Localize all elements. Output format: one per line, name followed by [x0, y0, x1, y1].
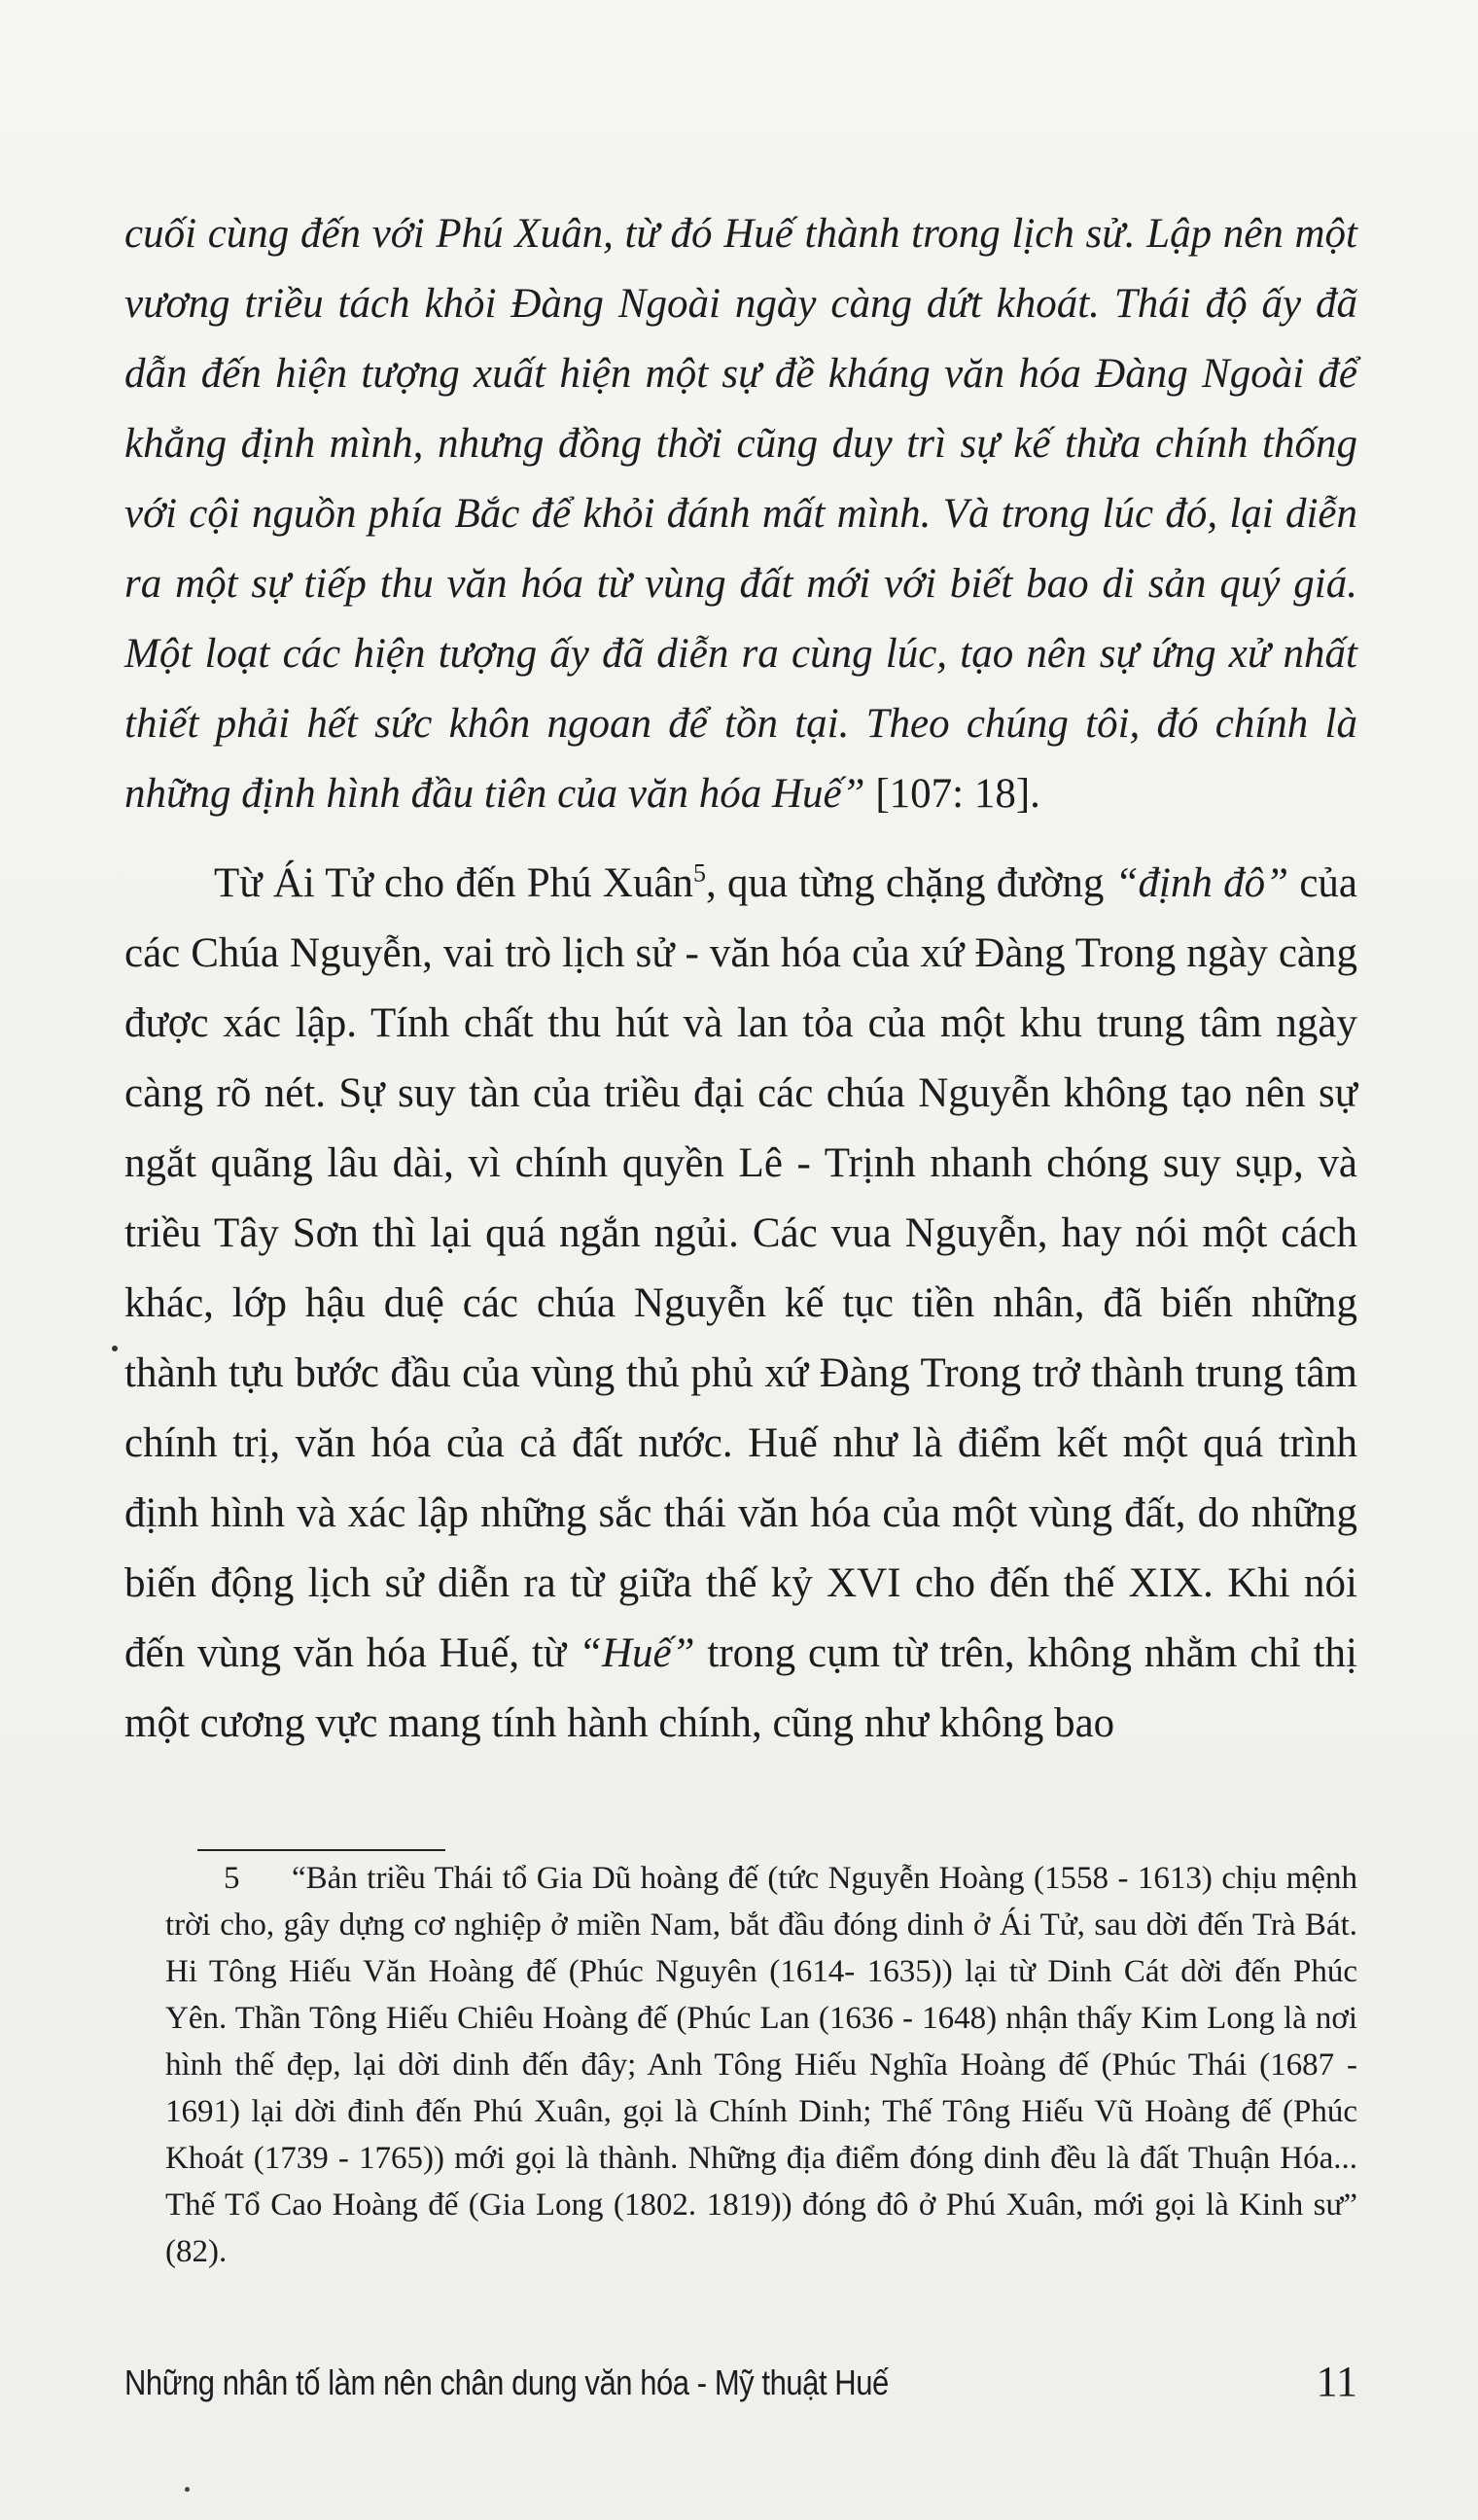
bottom-dot [185, 2487, 190, 2492]
footnote-divider [197, 1849, 445, 1851]
page-number: 11 [1316, 2358, 1357, 2405]
quote-text: cuối cùng đến với Phú Xuân, từ đó Huế thành trong lịch sử. Lập nên một vương triều tách khỏi Đàng Ngoài ngày càng dứt khoát. Thái độ ấy đã dẫn đến hiện tượng xuất hiện một sự đề kháng văn hóa Đàng Ngoài để khẳng định mình, nhưng đồng thời cũng duy trì sự kế thừa chính thống với cội nguồn phía Bắc để khỏi đánh mất mình. Và trong lúc đó, lại diễn ra một sự tiếp thu văn hóa từ vùng đất mới với biết bao di sản quý giá. Một loạt các hiện tượng ấy đã diễn ra cùng lúc, tạo nên sự ứng xử nhất thiết phải hết sức khôn ngoan để tồn tại. Theo chúng tôi, đó chính là những định hình đầu tiên của văn hóa Huế” [124, 211, 1357, 817]
main-emphasis-hue: “Huế” [579, 1630, 695, 1676]
quote-paragraph [124, 199, 1357, 829]
body-text [124, 199, 1357, 1759]
footnote [165, 1855, 1357, 2275]
running-title: Những nhân tố làm nên chân dung văn hóa - Mỹ thuật Huế [124, 2362, 889, 2402]
main-text-part3: của các Chúa Nguyễn, vai trò lịch sử - văn hóa của xứ Đàng Trong ngày càng được xác lập. Tính chất thu hút và lan tỏa của một khu trung tâm ngày càng rõ nét. Sự suy tàn của triều đại các chúa Nguyễn không tạo nên sự ngắt quãng lâu dài, vì chính quyền Lê - Trịnh nhanh chóng suy sụp, và triều Tây Sơn thì lại quá ngắn ngủi. Các vua Nguyễn, hay nói một cách khác, lớp hậu duệ các chúa Nguyễn kế tục tiền nhân, đã biến những thành tựu bước đầu của vùng thủ phủ xứ Đàng Trong trở thành trung tâm chính trị, văn hóa của cả đất nước. Huế như là điểm kết một quá trình định hình và xác lập những sắc thái văn hóa của một vùng đất, do những biến động lịch sử diễn ra từ giữa thế kỷ XVI cho đến thế XIX. Khi nói đến vùng văn hóa Huế, từ [124, 860, 1358, 1676]
main-text-part1: Từ Ái Tử cho đến Phú Xuân [214, 860, 694, 906]
footnote-number-wrap [165, 1855, 292, 1902]
footnote-reference: 5 [693, 858, 707, 888]
main-text-part4: trong cụm từ trên, không nhằm chỉ thị một cương vực mang tính hành chính, cũng như không bao [124, 1630, 1357, 1746]
page-footer [124, 2358, 1357, 2421]
main-emphasis-dinh-do: “định đô” [1114, 860, 1289, 906]
quote-citation: [107: 18]. [864, 771, 1040, 817]
footnote-number: 5 [224, 1861, 240, 1896]
footnote-text: “Bản triều Thái tổ Gia Dũ hoàng đế (tức Nguyễn Hoàng (1558 - 1613) chịu mệnh trời cho, gây dựng cơ nghiệp ở miền Nam, bắt đầu đóng dinh ở Ái Tử, sau dời đến Trà Bát. Hi Tông Hiếu Văn Hoàng đế (Phúc Nguyên (1614- 1635)) lại từ Dinh Cát dời đến Phúc Yên. Thần Tông Hiếu Chiêu Hoàng đế (Phúc Lan (1636 - 1648) nhận thấy Kim Long là nơi hình thế đẹp, lại dời dinh đến đây; Anh Tông Hiếu Nghĩa Hoàng đế (Phúc Thái (1687 - 1691) lại dời đinh đến Phú Xuân, gọi là Chính Dinh; Thế Tông Hiếu Vũ Hoàng đế (Phúc Khoát (1739 - 1765)) mới gọi là thành. Những địa điểm đóng dinh đều là đất Thuận Hóa... Thế Tổ Cao Hoàng đế (Gia Long (1802. 1819)) đóng đô ở Phú Xuân, mới gọi là Kinh sư” (82). [165, 1861, 1357, 2269]
main-text-part2: , qua từng chặng đường [706, 860, 1115, 906]
main-paragraph [124, 849, 1357, 1759]
margin-dot [112, 1346, 118, 1351]
